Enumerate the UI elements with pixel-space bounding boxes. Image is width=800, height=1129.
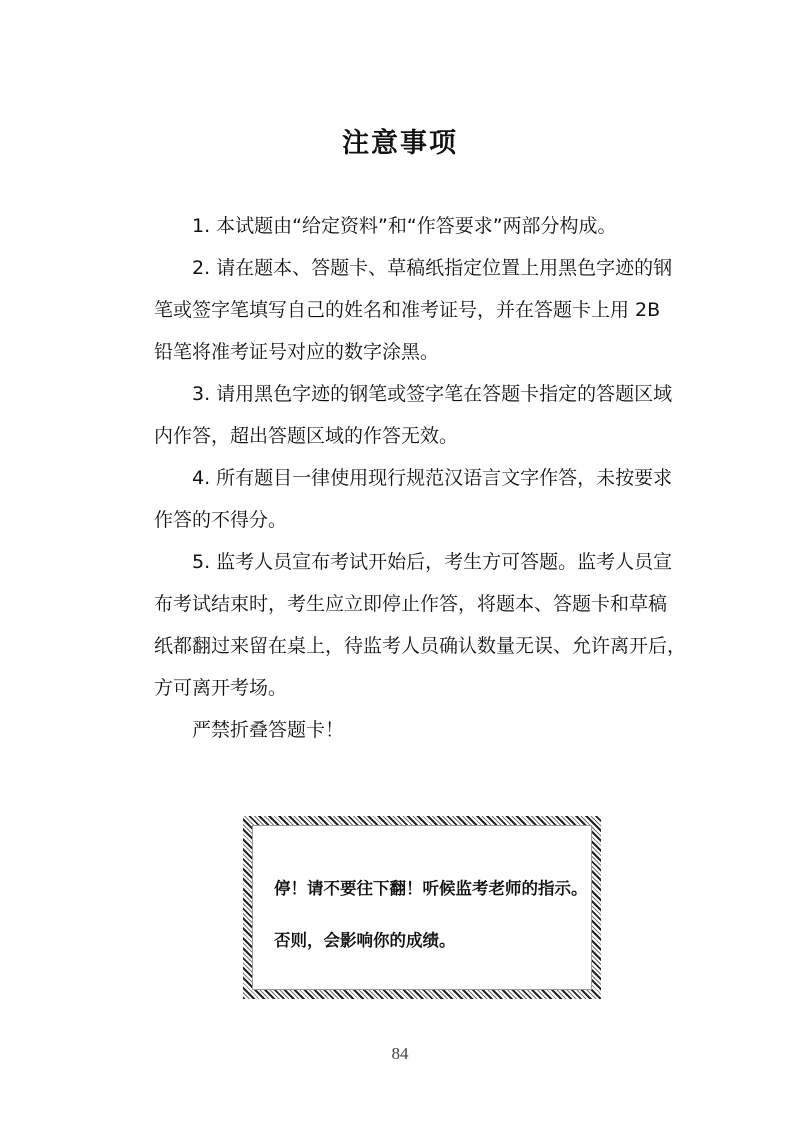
page-number: 84 bbox=[391, 1044, 409, 1063]
instruction-line: 方可离开考场。 bbox=[154, 677, 288, 699]
notice-box bbox=[243, 816, 601, 999]
instruction-line: 4. 所有题目一律使用现行规范汉语言文字作答，未按要求 bbox=[192, 467, 673, 489]
instructions bbox=[154, 205, 694, 751]
notice-border bbox=[252, 825, 592, 990]
instruction-line: 2. 请在题本、答题卡、草稿纸指定位置上用黑色字迹的钢 bbox=[192, 257, 673, 279]
notice-line-2: 否则，会影响你的成绩。 bbox=[274, 931, 456, 950]
instruction-line: 布考试结束时，考生应立即停止作答，将题本、答题卡和草稿 bbox=[154, 593, 668, 615]
instruction-item-1 bbox=[154, 205, 694, 247]
instruction-line: 笔或签字笔填写自己的姓名和准考证号，并在答题卡上用 2B bbox=[154, 299, 661, 321]
instruction-line: 纸都翻过来留在桌上，待监考人员确认数量无误、允许离开后， bbox=[154, 635, 687, 657]
instruction-item-2 bbox=[154, 247, 694, 373]
instruction-item-4 bbox=[154, 457, 694, 541]
instruction-line: 作答的不得分。 bbox=[154, 509, 288, 531]
warning-text: 严禁折叠答题卡！ bbox=[192, 719, 345, 741]
notice-line-1: 停！请不要往下翻！听候监考老师的指示。 bbox=[274, 879, 588, 898]
instruction-item-3 bbox=[154, 373, 694, 457]
instruction-line: 5. 监考人员宣布考试开始后，考生方可答题。监考人员宣 bbox=[192, 551, 673, 573]
instruction-line: 铅笔将准考证号对应的数字涂黑。 bbox=[154, 341, 440, 363]
instruction-line: 内作答，超出答题区域的作答无效。 bbox=[154, 425, 459, 447]
instruction-line: 1. 本试题由“给定资料”和“作答要求”两部分构成。 bbox=[192, 215, 617, 237]
instruction-item-5 bbox=[154, 541, 694, 709]
instruction-line: 3. 请用黑色字迹的钢笔或签字笔在答题卡指定的答题区域 bbox=[192, 383, 673, 405]
page-title: 注意事项 bbox=[342, 128, 458, 159]
